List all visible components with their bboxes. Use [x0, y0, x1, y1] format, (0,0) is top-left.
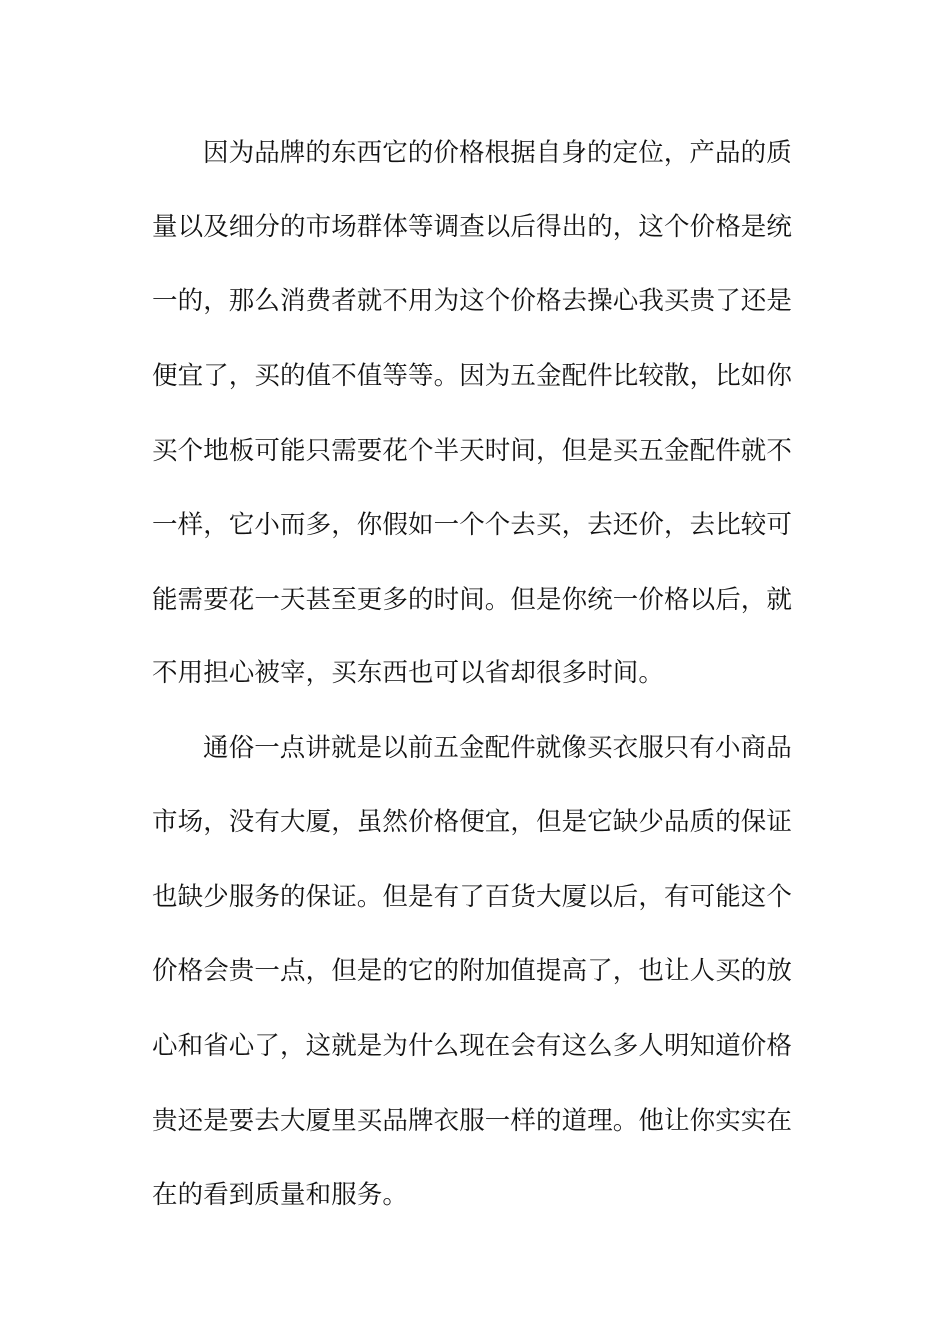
paragraph-line: 心和省心了，这就是为什么现在会有这么多人明知道价格	[152, 1031, 793, 1061]
paragraph-line: 通俗一点讲就是以前五金配件就像买衣服只有小商品	[203, 733, 792, 763]
paragraph-line: 一的，那么消费者就不用为这个价格去操心我买贵了还是	[152, 286, 793, 316]
paragraph-line: 便宜了，买的值不值等等。因为五金配件比较散，比如你	[152, 361, 793, 391]
paragraph-line: 价格会贵一点，但是的它的附加值提高了，也让人买的放	[152, 956, 793, 986]
paragraph-line: 贵还是要去大厦里买品牌衣服一样的道理。他让你实实在	[152, 1106, 793, 1136]
paragraph-line: 量以及细分的市场群体等调查以后得出的，这个价格是统	[152, 212, 793, 242]
paragraph-line: 能需要花一天甚至更多的时间。但是你统一价格以后，就	[152, 585, 793, 615]
paragraph-line: 在的看到质量和服务。	[152, 1180, 409, 1210]
paragraph-line: 买个地板可能只需要花个半天时间，但是买五金配件就不	[152, 436, 793, 466]
paragraph-line: 市场，没有大厦，虽然价格便宜，但是它缺少品质的保证	[152, 807, 793, 837]
paragraph-line: 一样，它小而多，你假如一个个去买，去还价，去比较可	[152, 510, 793, 540]
paragraph-line: 不用担心被宰，买东西也可以省却很多时间。	[152, 658, 665, 688]
paragraph-line: 因为品牌的东西它的价格根据自身的定位，产品的质	[203, 138, 792, 168]
paragraph-line: 也缺少服务的保证。但是有了百货大厦以后，有可能这个	[152, 882, 793, 912]
